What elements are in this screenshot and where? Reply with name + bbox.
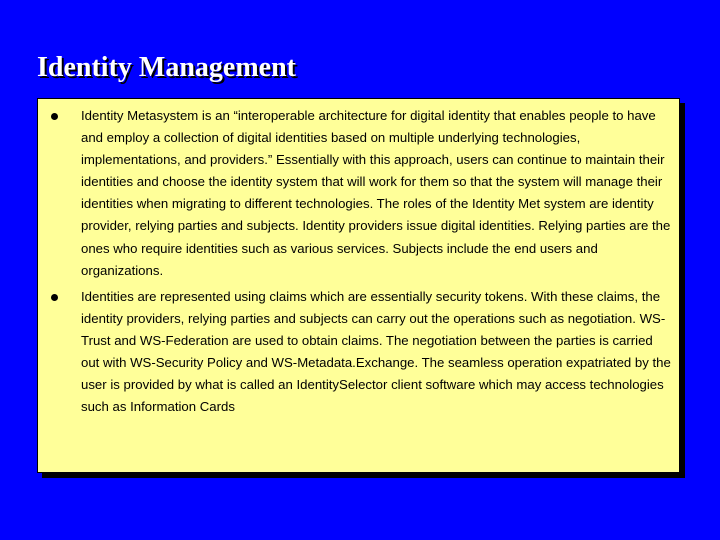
bullet-dot-icon — [51, 294, 58, 301]
slide-title: Identity Management — [37, 52, 296, 83]
bullet-text: Identity Metasystem is an “interoperable architecture for digital identity that enables people to have and employ a collection of digital identities based on multiple underlying technologies, implementations, and providers.” Essentially with this approach, users can continue to maintain their identities and choose the identity system that will work for them so that the system will manage their identities when migrating to different technologies. The roles of the Identity Met system are identity provider, relying parties and subjects. Identity providers issue digital identities. Relying parties are the ones who require identities such as various services. Subjects include the end users and organizations. — [81, 108, 671, 278]
bullet-item-identity-metasystem — [49, 105, 673, 282]
bullet-text: Identities are represented using claims which are essentially security tokens. With these claims, the identity providers, relying parties and subjects can carry out the operations such as negotiation. WS-Trust and WS-Federation are used to obtain claims. The negotiation between the parties is carried out with WS-Security Policy and WS-Metadata.Exchange. The seamless operation expatriated by the user is provided by what is called an IdentitySelector client software which may access technologies such as Information Cards — [81, 288, 671, 415]
bullet-dot-icon — [51, 113, 58, 120]
bullet-item-claims — [49, 286, 673, 419]
bullet-list — [49, 105, 673, 418]
content-box — [37, 98, 680, 473]
